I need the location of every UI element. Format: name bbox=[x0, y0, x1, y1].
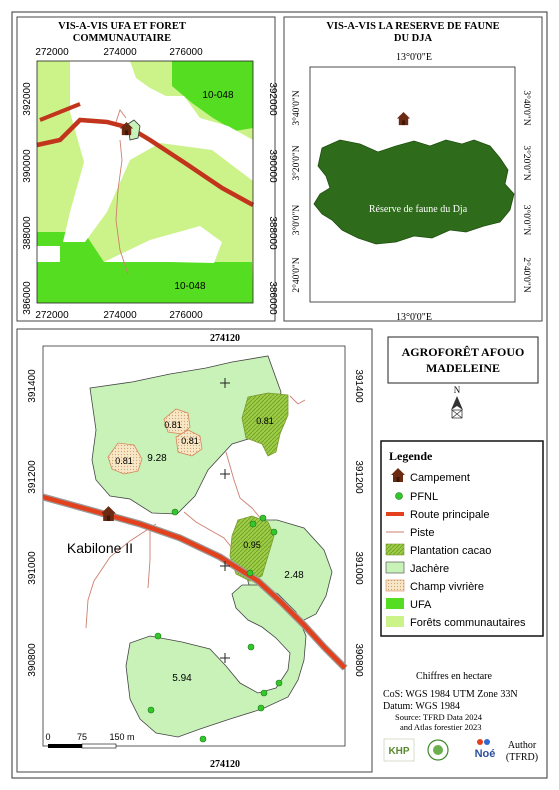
parcel-value: 2.48 bbox=[284, 570, 304, 581]
author-label: Author bbox=[507, 740, 537, 751]
scale-label: 75 bbox=[76, 732, 88, 742]
inset-ufa-ytick: 390000 bbox=[22, 149, 33, 183]
main-ytick: 390800 bbox=[353, 643, 364, 677]
inset-dja-lon-tick: 13°0'0"E bbox=[396, 312, 432, 323]
legend-ufa-swatch bbox=[386, 598, 404, 609]
inset-dja-lat-tick: 3°20'0"N bbox=[292, 145, 302, 181]
pfnl-point bbox=[271, 529, 277, 535]
scale-segment bbox=[82, 744, 116, 748]
main-xtick: 274120 bbox=[210, 333, 240, 344]
legend-label: Piste bbox=[410, 527, 435, 539]
map-title: AGROFORÊT AFOUO bbox=[401, 345, 525, 359]
legend-title: Legende bbox=[389, 449, 433, 463]
legend-label: Campement bbox=[410, 472, 470, 484]
inset-ufa-ytick: 392000 bbox=[22, 82, 33, 116]
logo-text: KHP bbox=[388, 746, 410, 757]
main-xtick: 274120 bbox=[210, 759, 240, 770]
inset-dja-panel bbox=[284, 17, 542, 323]
info-block bbox=[383, 671, 538, 763]
parcel-value: 0.81 bbox=[164, 420, 182, 430]
inset-ufa-ytick: 386000 bbox=[22, 281, 33, 315]
title-box-frame bbox=[388, 337, 538, 383]
pfnl-point bbox=[258, 705, 264, 711]
khp-logo bbox=[384, 739, 414, 761]
inset-ufa-ytick: 388000 bbox=[22, 216, 33, 250]
inset-ufa-label-top: 10-048 bbox=[202, 90, 234, 101]
inset-dja-lat-tick: 2°40'0"N bbox=[521, 257, 531, 293]
parcel-value: 0.81 bbox=[115, 456, 133, 466]
main-ytick: 391000 bbox=[353, 551, 364, 585]
title-box bbox=[388, 337, 538, 383]
parcel-value: 0.81 bbox=[181, 436, 199, 446]
inset-ufa-ytick: 392000 bbox=[267, 82, 278, 116]
pfnl-point bbox=[247, 570, 253, 576]
main-ytick: 391400 bbox=[353, 369, 364, 403]
inset-ufa-panel bbox=[17, 17, 278, 321]
logo-text: Noé bbox=[474, 748, 496, 760]
source-note: and Atlas forestier 2023 bbox=[400, 722, 482, 732]
inset-ufa-ytick: 388000 bbox=[267, 216, 278, 250]
legend-label: Jachère bbox=[410, 563, 450, 575]
legend-foret-swatch bbox=[386, 616, 404, 627]
scale-segment bbox=[48, 744, 82, 748]
main-ytick: 391200 bbox=[353, 460, 364, 494]
legend-label: PFNL bbox=[410, 491, 439, 503]
inset-dja-lat-tick: 3°40'0"N bbox=[292, 90, 302, 126]
north-arrow-base bbox=[452, 410, 462, 418]
inset-ufa-xtick: 274000 bbox=[103, 47, 137, 58]
pfnl-point bbox=[248, 644, 254, 650]
parcel-value: 5.94 bbox=[172, 673, 192, 684]
legend-label: Forêts communautaires bbox=[410, 617, 526, 629]
legend-jachere-swatch bbox=[386, 562, 404, 573]
inset-dja-title-1: VIS-A-VIS LA RESERVE DE FAUNE bbox=[326, 21, 500, 32]
inset-ufa-xtick: 276000 bbox=[169, 310, 203, 321]
legend-vivriere-swatch bbox=[386, 580, 404, 591]
units-note: Chiffres en hectare bbox=[416, 671, 492, 682]
pfnl-point bbox=[148, 707, 154, 713]
legend-label: Plantation cacao bbox=[410, 545, 492, 557]
pfnl-point bbox=[250, 521, 256, 527]
parcel-value: 9.28 bbox=[147, 453, 167, 464]
pfnl-point bbox=[172, 509, 178, 515]
village-label: Kabilone II bbox=[66, 540, 134, 556]
inset-ufa-title-2: COMMUNAUTAIRE bbox=[72, 33, 172, 44]
inset-ufa-xtick: 272000 bbox=[35, 47, 69, 58]
north-label: N bbox=[453, 385, 461, 395]
inset-ufa-label-bottom: 10-048 bbox=[174, 281, 206, 292]
inset-dja-lat-tick: 2°40'0"N bbox=[292, 257, 302, 293]
main-ytick: 391000 bbox=[27, 551, 38, 585]
inset-dja-lat-tick: 3°20'0"N bbox=[521, 145, 531, 181]
main-ytick: 391200 bbox=[27, 460, 38, 494]
inset-ufa-xtick: 276000 bbox=[169, 47, 203, 58]
inset-ufa-xtick: 272000 bbox=[35, 310, 69, 321]
pfnl-point bbox=[261, 690, 267, 696]
inset-ufa-ytick: 390000 bbox=[267, 149, 278, 183]
parcel-value: 0.95 bbox=[243, 540, 261, 550]
source-note: Source: TFRD Data 2024 bbox=[395, 712, 482, 722]
datum-note: Datum: WGS 1984 bbox=[383, 701, 461, 712]
author-name: (TFRD) bbox=[505, 752, 539, 763]
pfnl-point bbox=[155, 633, 161, 639]
legend-frame bbox=[381, 441, 543, 636]
inset-ufa-xtick: 274000 bbox=[103, 310, 137, 321]
scale-label: 0 bbox=[45, 732, 51, 742]
pfnl-point bbox=[396, 493, 403, 500]
inset-ufa-nonforest-3 bbox=[37, 246, 60, 262]
north-arrow-icon bbox=[451, 385, 463, 418]
inset-dja-title-2: DU DJA bbox=[393, 33, 433, 44]
pfnl-point bbox=[276, 680, 282, 686]
legend-label: Champ vivrière bbox=[410, 581, 484, 593]
pfnl-point bbox=[200, 736, 206, 742]
inset-dja-lat-tick: 3°0'0"N bbox=[521, 204, 531, 236]
crs-note: CoS: WGS 1984 UTM Zone 33N bbox=[383, 689, 518, 700]
map-title: MADELEINE bbox=[425, 361, 501, 375]
inset-ufa-title-1: VIS-A-VIS UFA ET FORET bbox=[58, 21, 186, 32]
pfnl-point bbox=[260, 515, 266, 521]
emblem-logo bbox=[428, 740, 448, 760]
inset-dja-lat-tick: 3°40'0"N bbox=[521, 90, 531, 126]
parcel-value: 0.81 bbox=[256, 416, 274, 426]
inset-ufa-ytick: 386000 bbox=[267, 281, 278, 315]
reserve-label: Réserve de faune du Dja bbox=[368, 204, 468, 215]
inset-dja-lat-tick: 3°0'0"N bbox=[292, 204, 302, 236]
main-map-panel bbox=[17, 329, 372, 772]
legend-label: Route principale bbox=[410, 509, 490, 521]
legend bbox=[381, 441, 543, 636]
legend-label: UFA bbox=[410, 599, 432, 611]
noe-logo bbox=[475, 739, 496, 760]
inset-dja-lon-tick: 13°0'0"E bbox=[396, 52, 432, 63]
north-arrow-head bbox=[451, 396, 463, 410]
legend-cacao-swatch bbox=[386, 544, 404, 555]
scale-label: 150 m bbox=[109, 732, 135, 742]
main-ytick: 390800 bbox=[27, 643, 38, 677]
main-ytick: 391400 bbox=[27, 369, 38, 403]
